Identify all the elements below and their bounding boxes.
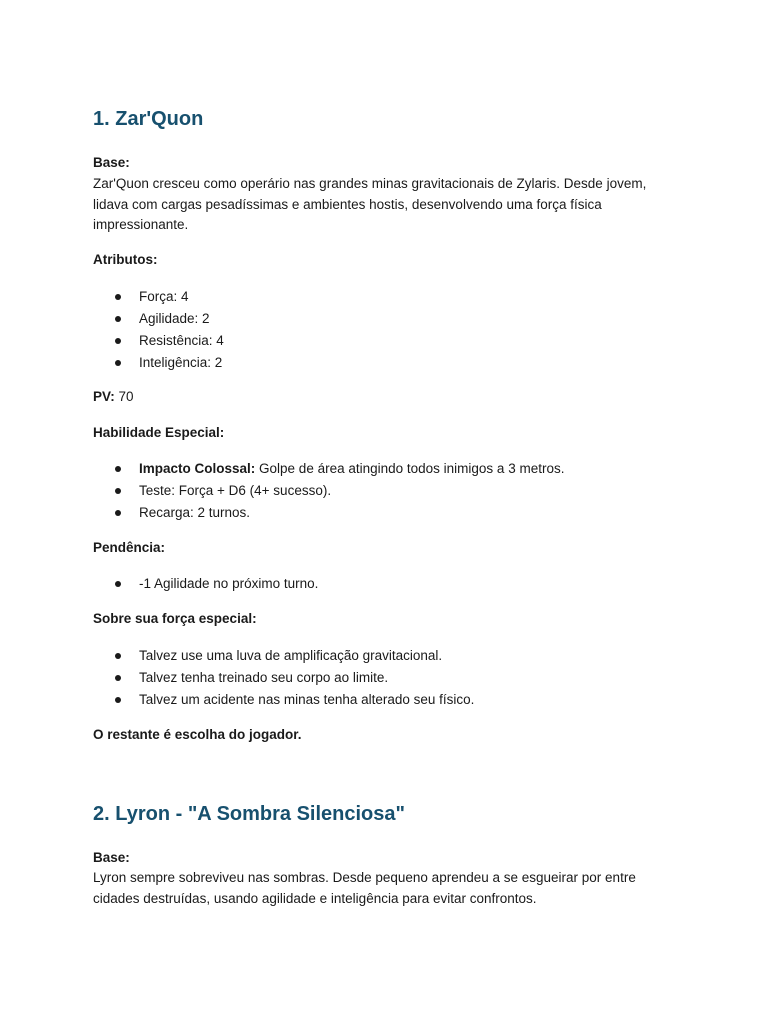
list-item: Talvez tenha treinado seu corpo ao limite. xyxy=(93,667,683,689)
strength-label: Sobre sua força especial: xyxy=(93,611,257,626)
attributes-label: Atributos: xyxy=(93,252,158,267)
bullet-icon xyxy=(115,466,121,472)
list-item: Inteligência: 2 xyxy=(93,352,683,374)
pending-list xyxy=(93,573,683,595)
ability-list xyxy=(93,458,683,524)
closing-note: O restante é escolha do jogador. xyxy=(93,727,302,742)
bullet-icon xyxy=(115,488,121,494)
list-item: Recarga: 2 turnos. xyxy=(93,502,683,524)
section-title-lyron: 2. Lyron - "A Sombra Silenciosa" xyxy=(93,803,406,825)
pv-label: PV: xyxy=(93,389,115,404)
bullet-icon xyxy=(115,360,121,366)
list-item: Teste: Força + D6 (4+ sucesso). xyxy=(93,480,683,502)
list-item: Talvez um acidente nas minas tenha alterado seu físico. xyxy=(93,689,683,711)
base-label: Base: xyxy=(93,155,130,170)
bullet-icon xyxy=(115,581,121,587)
base-text: Zar'Quon cresceu como operário nas grandes minas gravitacionais de Zylaris. Desde jovem, lidava com cargas pesadíssimas e ambientes hostis, desenvolvendo uma força física impressionante. xyxy=(93,176,647,232)
list-item: -1 Agilidade no próximo turno. xyxy=(93,573,683,595)
base-label: Base: xyxy=(93,850,130,865)
section-title-zarquon: 1. Zar'Quon xyxy=(93,108,204,130)
bullet-icon xyxy=(115,510,121,516)
list-item: Agilidade: 2 xyxy=(93,308,683,330)
strength-list xyxy=(93,645,683,711)
ability-label: Habilidade Especial: xyxy=(93,425,225,440)
bullet-icon xyxy=(115,316,121,322)
bullet-icon xyxy=(115,294,121,300)
pv-line xyxy=(93,388,134,406)
list-item: Impacto Colossal: Golpe de área atingindo todos inimigos a 3 metros. xyxy=(93,458,683,480)
bullet-icon xyxy=(115,697,121,703)
list-item: Força: 4 xyxy=(93,286,683,308)
list-item: Resistência: 4 xyxy=(93,330,683,352)
bullet-icon xyxy=(115,338,121,344)
bullet-icon xyxy=(115,675,121,681)
bullet-icon xyxy=(115,653,121,659)
list-item: Talvez use uma luva de amplificação gravitacional. xyxy=(93,645,683,667)
base-text: Lyron sempre sobreviveu nas sombras. Desde pequeno aprendeu a se esgueirar por entre cidades destruídas, usando agilidade e inteligência para evitar confrontos. xyxy=(93,870,636,906)
pending-label: Pendência: xyxy=(93,540,166,555)
attributes-list xyxy=(93,286,683,374)
pv-value: 70 xyxy=(114,389,134,404)
